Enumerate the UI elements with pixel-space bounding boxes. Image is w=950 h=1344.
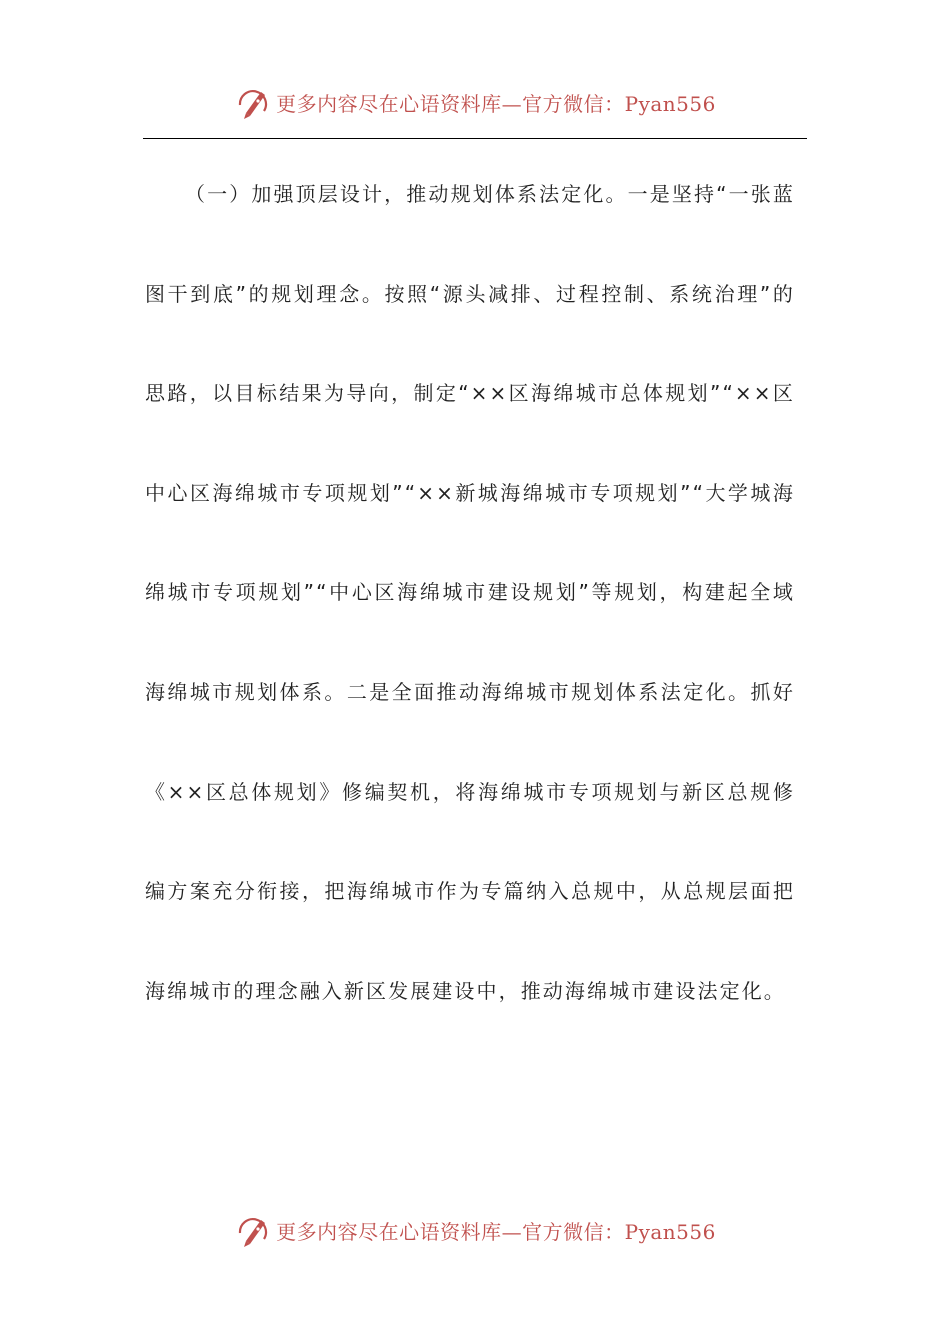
pen-nib-logo-icon xyxy=(234,83,272,121)
footer-banner xyxy=(0,1210,950,1250)
pen-nib-logo-icon xyxy=(234,1211,272,1249)
footer-banner-text: 更多内容尽在心语资料库—官方微信：Pyan556 xyxy=(276,1219,716,1244)
header-banner xyxy=(0,82,950,122)
body-paragraph: （一）加强顶层设计，推动规划体系法定化。一是坚持“一张蓝图干到底”的规划理念。按照“源头减排、过程控制、系统治理”的思路，以目标结果为导向，制定“××区海绵城市总体规划”“××区中心区海绵城市专项规划”“××新城海绵城市专项规划”“大学城海绵城市专项规划”“中心区海绵城市建设规划”等规划，构建起全域海绵城市规划体系。二是全面推动海绵城市规划体系法定化。抓好《××区总体规划》修编契机，将海绵城市专项规划与新区总规修编方案充分衔接，把海绵城市作为专篇纳入总规中，从总规层面把海绵城市的理念融入新区发展建设中，推动海绵城市建设法定化。 xyxy=(145,182,795,1003)
header-banner-text: 更多内容尽在心语资料库—官方微信：Pyan556 xyxy=(276,91,716,116)
header-divider xyxy=(143,138,807,139)
